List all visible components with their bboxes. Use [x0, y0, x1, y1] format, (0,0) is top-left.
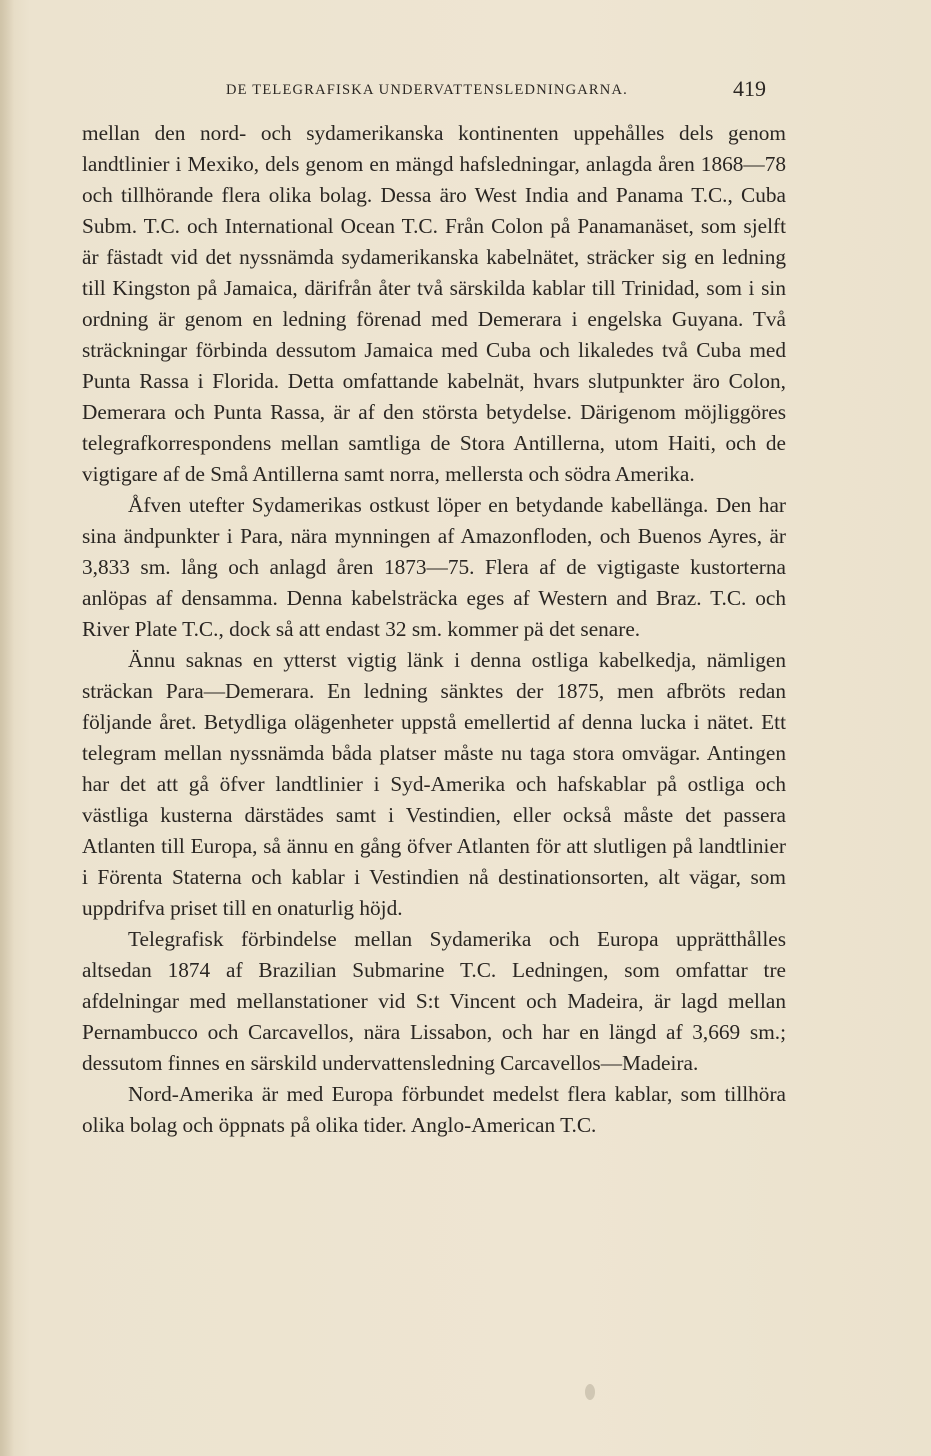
- paragraph-5: Nord-Amerika är med Europa förbundet medelst flera kablar, som tillhöra olika bolag och öppnats på olika tider. Anglo-American T.C.: [82, 1082, 786, 1137]
- paragraph-2: Åfven utefter Sydamerikas ostkust löper en betydande kabellänga. Den har sina ändpunkter i Para, nära mynningen af Amazonfloden, och Buenos Ayres, är 3,833 sm. lång och anlagd åren 1873—75. Flera af de vigtigaste kustorterna anlöpas af densamma. Denna kabelsträcka eges af Western and Braz. T.C. och River Plate T.C., dock så att endast 32 sm. kommer pä det senare.: [82, 493, 786, 641]
- paragraph-1: mellan den nord- och sydamerikanska kontinenten uppehålles dels genom landtlinier i Mexiko, dels genom en mängd hafsledningar, anlagda åren 1868—78 och tillhörande flera olika bolag. Dessa äro West India and Panama T.C., Cuba Subm. T.C. och International Ocean T.C. Från Colon på Panamanäset, som sjelft är fästadt vid det nyssnämda sydamerikanska kabelnätet, sträcker sig en ledning till Kingston på Jamaica, därifrån åter två särskilda kablar till Trinidad, som i sin ordning är genom en ledning förenad med Demerara i engelska Guyana. Två sträckningar förbinda dessutom Jamaica med Cuba och likaledes två Cuba med Punta Rassa i Florida. Detta omfattande kabelnät, hvars slutpunkter äro Colon, Demerara och Punta Rassa, är af den största betydelse. Därigenom möjliggöres telegrafkorrespondens mellan samtliga de Stora Antillerna, utom Haiti, och de vigtigare af de Små Antillerna samt norra, mellersta och södra Amerika.: [82, 121, 786, 486]
- paragraph-4: Telegrafisk förbindelse mellan Sydamerika och Europa upprätthålles altsedan 1874 af Brazilian Submarine T.C. Ledningen, som omfattar tre afdelningar med mellanstationer vid S:t Vincent och Madeira, är lagd mellan Pernambucco och Carcavellos, nära Lissabon, och har en längd af 3,669 sm.; dessutom finnes en särskild undervattensledning Carcavellos—Madeira.: [82, 927, 786, 1075]
- page-number: 419: [733, 76, 766, 101]
- paragraph-3: Ännu saknas en ytterst vigtig länk i denna ostliga kabelkedja, nämligen sträckan Para—Demerara. En ledning sänktes der 1875, men afbröts redan följande året. Betydliga olägenheter uppstå emellertid af denna lucka i nätet. Ett telegram mellan nyssnämda båda platser måste nu taga stora omvägar. Antingen har det att gå öfver landtlinier i Syd-Amerika och hafskablar på ostliga och västliga kusterna därstädes samt i Vestindien, eller också måste det passera Atlanten till Europa, så ännu en gång öfver Atlanten för att slutligen på landtlinier i Förenta Staterna och kablar i Vestindien nå destinationsorten, alt vägar, som uppdrifva priset till en onaturlig höjd.: [82, 648, 786, 920]
- paper-stain: [585, 1384, 595, 1400]
- page-edge-shadow: [0, 0, 14, 1456]
- body-text: [82, 118, 786, 1141]
- page-header: [82, 76, 786, 106]
- running-head: DE TELEGRAFISKA UNDERVATTENSLEDNINGARNA.: [226, 82, 628, 98]
